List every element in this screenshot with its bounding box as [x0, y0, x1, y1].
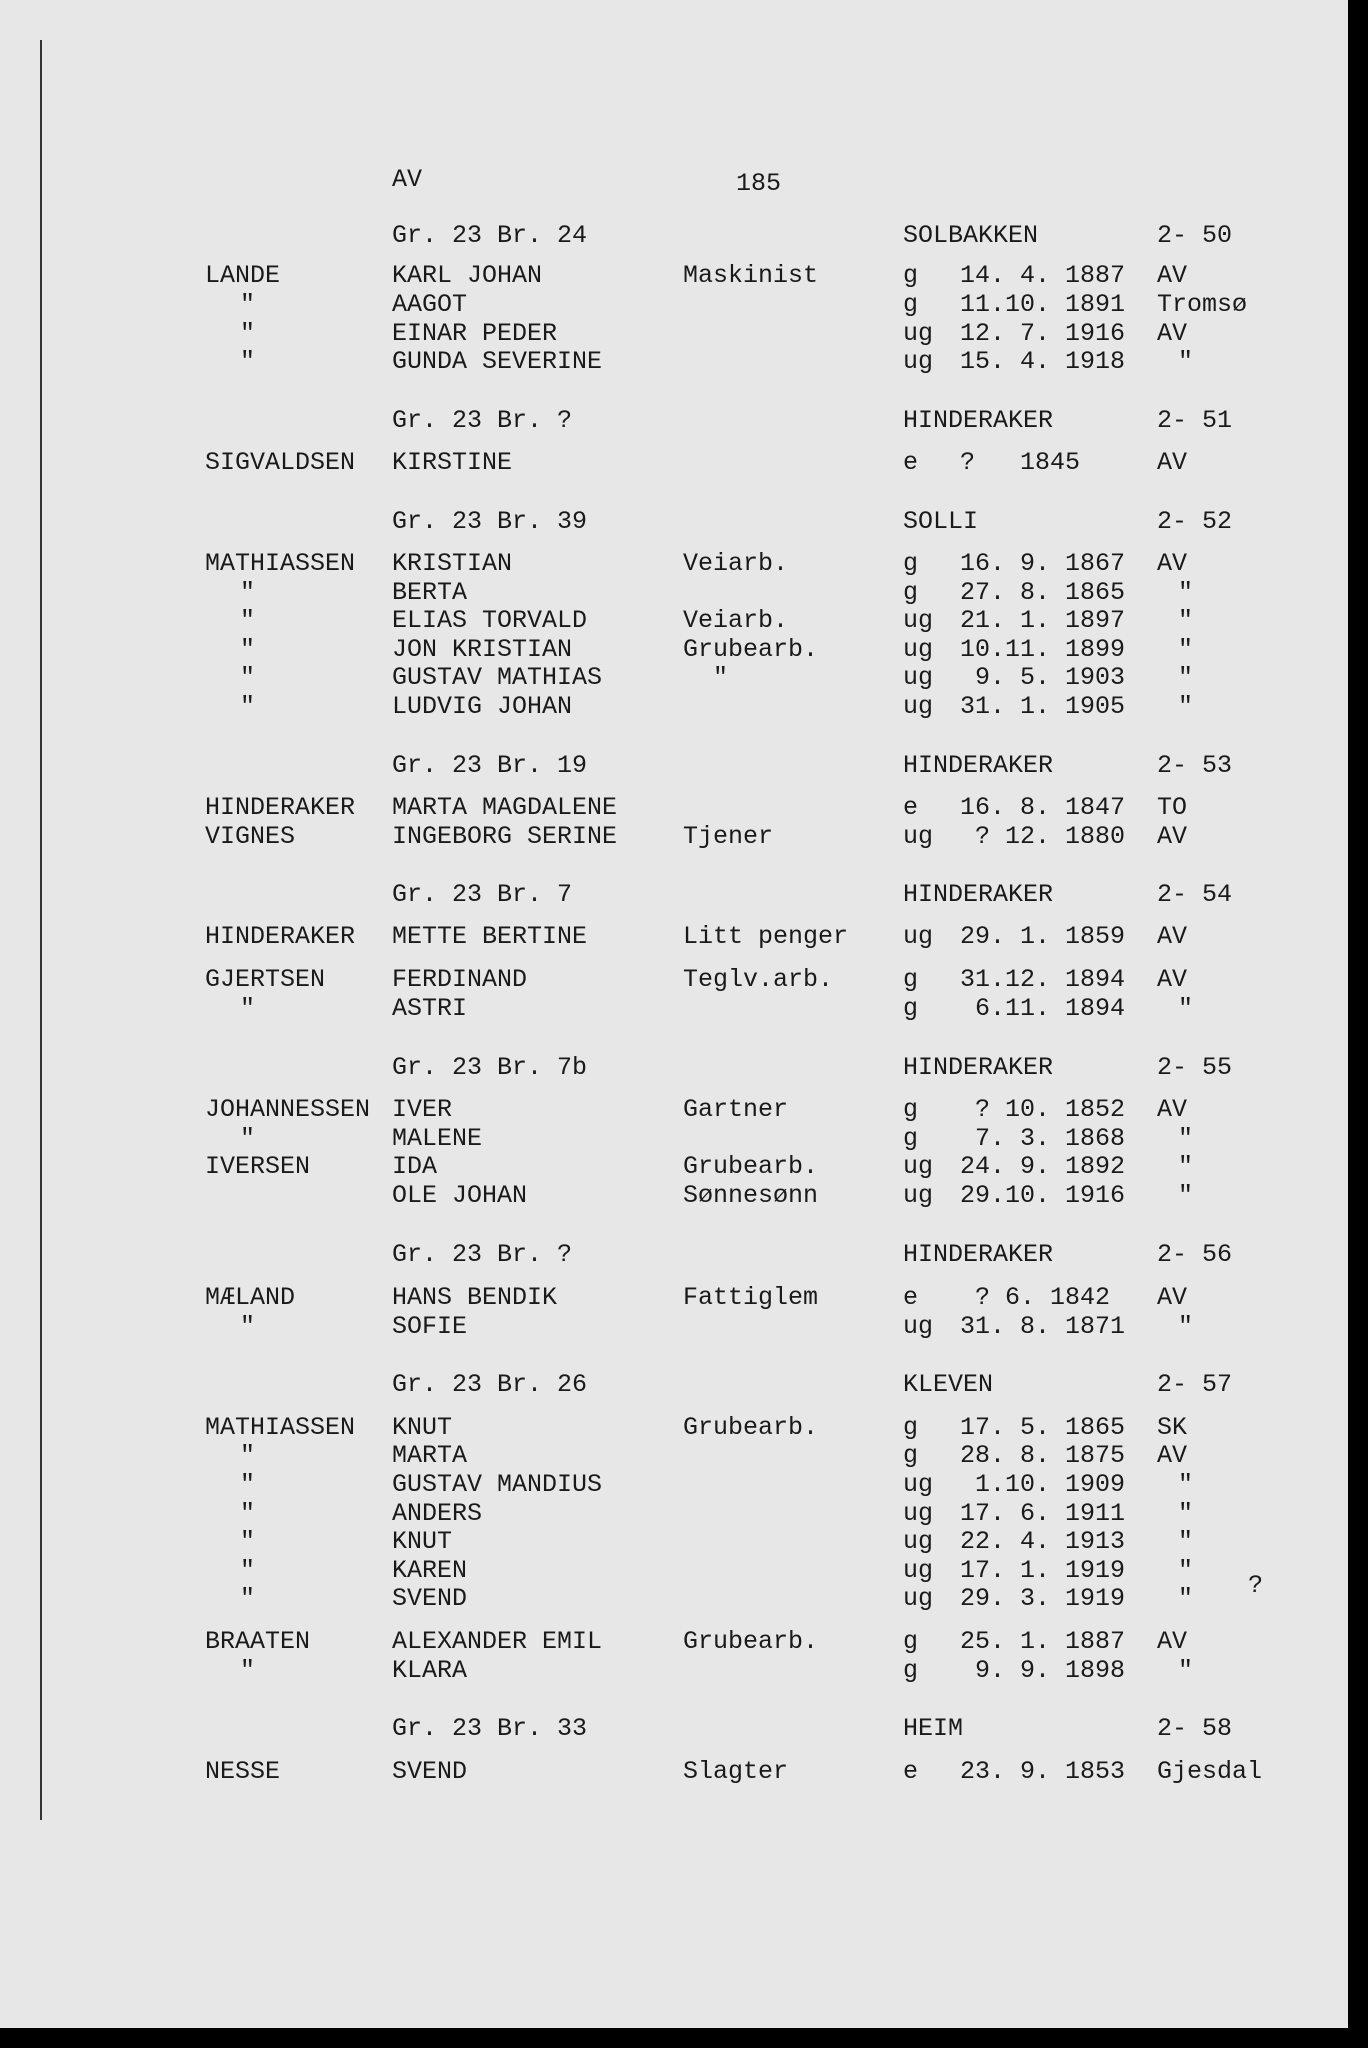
given-name-cell: EINAR PEDER [392, 319, 558, 348]
birth-date-cell: 16. 9. 1867 [960, 549, 1126, 578]
marital-status-cell: g [903, 1124, 919, 1153]
given-name-cell: ALEXANDER EMIL [392, 1627, 603, 1656]
birthplace-cell: " [1178, 1499, 1194, 1528]
entry-code: 2- 52 [1157, 507, 1233, 536]
marital-status-cell: e [903, 1283, 919, 1312]
birth-date-cell: ? 1845 [960, 448, 1081, 477]
birthplace-cell: AV [1157, 448, 1188, 477]
marital-status-cell: ug [903, 1556, 934, 1585]
given-name-cell: INGEBORG SERINE [392, 822, 618, 851]
birthplace-cell: AV [1157, 319, 1188, 348]
occupation-cell: Maskinist [683, 261, 819, 290]
birthplace-cell: " [1178, 1152, 1194, 1181]
surname-cell: " [240, 1499, 256, 1528]
given-name-cell: KAREN [392, 1556, 468, 1585]
farm-name: HINDERAKER [903, 406, 1054, 435]
surname-cell: " [240, 994, 256, 1023]
surname-cell: VIGNES [205, 822, 296, 851]
entry-code: 2- 57 [1157, 1370, 1233, 1399]
grave-reference: Gr. 23 Br. 26 [392, 1370, 588, 1399]
birth-date-cell: ? 6. 1842 [960, 1283, 1111, 1312]
birth-date-cell: 31. 1. 1905 [960, 692, 1126, 721]
birth-date-cell: 15. 4. 1918 [960, 347, 1126, 376]
birthplace-cell: AV [1157, 965, 1188, 994]
marital-status-cell: ug [903, 1312, 934, 1341]
given-name-cell: GUSTAV MATHIAS [392, 663, 603, 692]
given-name-cell: LUDVIG JOHAN [392, 692, 573, 721]
birth-date-cell: 23. 9. 1853 [960, 1757, 1126, 1786]
surname-cell: " [240, 1656, 256, 1685]
surname-cell: NESSE [205, 1757, 281, 1786]
birthplace-cell: " [1178, 1527, 1194, 1556]
grave-reference: Gr. 23 Br. ? [392, 406, 573, 435]
farm-name: HEIM [903, 1714, 964, 1743]
occupation-cell: Litt penger [683, 922, 849, 951]
grave-reference: Gr. 23 Br. 7b [392, 1053, 588, 1082]
entry-code: 2- 55 [1157, 1053, 1233, 1082]
surname-cell: IVERSEN [205, 1152, 311, 1181]
farm-name: HINDERAKER [903, 1053, 1054, 1082]
marital-status-cell: ug [903, 1470, 934, 1499]
birthplace-cell: " [1178, 692, 1194, 721]
entry-code: 2- 56 [1157, 1240, 1233, 1269]
birthplace-cell: TO [1157, 793, 1188, 822]
surname-cell: " [240, 1124, 256, 1153]
birth-date-cell: ? 10. 1852 [960, 1095, 1126, 1124]
farm-name: HINDERAKER [903, 751, 1054, 780]
given-name-cell: IVER [392, 1095, 453, 1124]
marital-status-cell: ug [903, 1499, 934, 1528]
occupation-cell: Grubearb. [683, 635, 819, 664]
birth-date-cell: 29.10. 1916 [960, 1181, 1126, 1210]
surname-cell: " [240, 319, 256, 348]
surname-cell: " [240, 635, 256, 664]
given-name-cell: GUSTAV MANDIUS [392, 1470, 603, 1499]
given-name-cell: ANDERS [392, 1499, 483, 1528]
given-name-cell: ELIAS TORVALD [392, 606, 588, 635]
birthplace-cell: " [1178, 994, 1194, 1023]
grave-reference: Gr. 23 Br. 33 [392, 1714, 588, 1743]
birth-date-cell: 29. 1. 1859 [960, 922, 1126, 951]
occupation-cell: " [683, 663, 729, 692]
surname-cell: SIGVALDSEN [205, 448, 356, 477]
birthplace-cell: " [1178, 1656, 1194, 1685]
marital-status-cell: g [903, 1095, 919, 1124]
occupation-cell: Gartner [683, 1095, 789, 1124]
birthplace-cell: AV [1157, 549, 1188, 578]
occupation-cell: Grubearb. [683, 1413, 819, 1442]
marital-status-cell: ug [903, 1584, 934, 1613]
birth-date-cell: 17. 5. 1865 [960, 1413, 1126, 1442]
birth-date-cell: 21. 1. 1897 [960, 606, 1126, 635]
surname-cell: " [240, 1441, 256, 1470]
birthplace-cell: AV [1157, 1283, 1188, 1312]
margin-rule [40, 40, 42, 1820]
occupation-cell: Sønnesønn [683, 1181, 819, 1210]
birthplace-cell: " [1178, 1470, 1194, 1499]
occupation-cell: Teglv.arb. [683, 965, 834, 994]
grave-reference: Gr. 23 Br. 39 [392, 507, 588, 536]
birth-date-cell: 10.11. 1899 [960, 635, 1126, 664]
birth-date-cell: 31. 8. 1871 [960, 1312, 1126, 1341]
occupation-cell: Slagter [683, 1757, 789, 1786]
given-name-cell: SOFIE [392, 1312, 468, 1341]
given-name-cell: ASTRI [392, 994, 468, 1023]
given-name-cell: BERTA [392, 578, 468, 607]
marital-status-cell: g [903, 1413, 919, 1442]
given-name-cell: AAGOT [392, 290, 468, 319]
birth-date-cell: 14. 4. 1887 [960, 261, 1126, 290]
marital-status-cell: g [903, 261, 919, 290]
grave-reference: Gr. 23 Br. 19 [392, 751, 588, 780]
birthplace-cell: " [1178, 635, 1194, 664]
birthplace-cell: " [1178, 578, 1194, 607]
given-name-cell: KNUT [392, 1413, 453, 1442]
birth-date-cell: 17. 6. 1911 [960, 1499, 1126, 1528]
surname-cell: " [240, 1584, 256, 1613]
surname-cell: " [240, 692, 256, 721]
farm-name: KLEVEN [903, 1370, 994, 1399]
birth-date-cell: 7. 3. 1868 [960, 1124, 1126, 1153]
given-name-cell: KLARA [392, 1656, 468, 1685]
given-name-cell: OLE JOHAN [392, 1181, 528, 1210]
birthplace-cell: AV [1157, 1095, 1188, 1124]
entry-code: 2- 50 [1157, 221, 1233, 250]
marital-status-cell: g [903, 549, 919, 578]
marital-status-cell: e [903, 1757, 919, 1786]
surname-cell: " [240, 1527, 256, 1556]
entry-code: 2- 54 [1157, 880, 1233, 909]
surname-cell: " [240, 347, 256, 376]
farm-name: HINDERAKER [903, 880, 1054, 909]
surname-cell: BRAATEN [205, 1627, 311, 1656]
entry-code: 2- 58 [1157, 1714, 1233, 1743]
marital-status-cell: ug [903, 663, 934, 692]
birth-date-cell: 16. 8. 1847 [960, 793, 1126, 822]
birth-date-cell: 11.10. 1891 [960, 290, 1126, 319]
birth-date-cell: 27. 8. 1865 [960, 578, 1126, 607]
birth-date-cell: 1.10. 1909 [960, 1470, 1126, 1499]
marital-status-cell: ug [903, 822, 934, 851]
birth-date-cell: 22. 4. 1913 [960, 1527, 1126, 1556]
marital-status-cell: g [903, 965, 919, 994]
given-name-cell: GUNDA SEVERINE [392, 347, 603, 376]
corner-label: AV [392, 165, 423, 194]
farm-name: SOLBAKKEN [903, 221, 1039, 250]
birthplace-cell: " [1178, 1556, 1194, 1585]
grave-reference: Gr. 23 Br. 24 [392, 221, 588, 250]
given-name-cell: JON KRISTIAN [392, 635, 573, 664]
given-name-cell: SVEND [392, 1757, 468, 1786]
birthplace-cell: AV [1157, 1441, 1188, 1470]
farm-name: SOLLI [903, 507, 979, 536]
marital-status-cell: ug [903, 319, 934, 348]
marital-status-cell: ug [903, 1527, 934, 1556]
marital-status-cell: ug [903, 635, 934, 664]
grave-reference: Gr. 23 Br. 7 [392, 880, 573, 909]
marital-status-cell: ug [903, 347, 934, 376]
given-name-cell: IDA [392, 1152, 438, 1181]
surname-cell: " [240, 290, 256, 319]
occupation-cell: Veiarb. [683, 606, 789, 635]
surname-cell: HINDERAKER [205, 793, 356, 822]
given-name-cell: MARTA MAGDALENE [392, 793, 618, 822]
marital-status-cell: ug [903, 606, 934, 635]
given-name-cell: SVEND [392, 1584, 468, 1613]
surname-cell: " [240, 606, 256, 635]
birth-date-cell: 31.12. 1894 [960, 965, 1126, 994]
margin-note: ? [1248, 1571, 1264, 1600]
surname-cell: GJERTSEN [205, 965, 326, 994]
marital-status-cell: ug [903, 692, 934, 721]
given-name-cell: KRISTIAN [392, 549, 513, 578]
birthplace-cell: " [1178, 1312, 1194, 1341]
given-name-cell: METTE BERTINE [392, 922, 588, 951]
surname-cell: JOHANNESSEN [205, 1095, 371, 1124]
marital-status-cell: g [903, 1656, 919, 1685]
marital-status-cell: e [903, 793, 919, 822]
birth-date-cell: ? 12. 1880 [960, 822, 1126, 851]
surname-cell: " [240, 1470, 256, 1499]
birthplace-cell: AV [1157, 822, 1188, 851]
surname-cell: MÆLAND [205, 1283, 296, 1312]
birthplace-cell: " [1178, 347, 1194, 376]
birth-date-cell: 17. 1. 1919 [960, 1556, 1126, 1585]
given-name-cell: FERDINAND [392, 965, 528, 994]
given-name-cell: KARL JOHAN [392, 261, 543, 290]
birth-date-cell: 6.11. 1894 [960, 994, 1126, 1023]
surname-cell: " [240, 1312, 256, 1341]
grave-reference: Gr. 23 Br. ? [392, 1240, 573, 1269]
birthplace-cell: " [1178, 606, 1194, 635]
given-name-cell: MARTA [392, 1441, 468, 1470]
marital-status-cell: g [903, 290, 919, 319]
birth-date-cell: 25. 1. 1887 [960, 1627, 1126, 1656]
occupation-cell: Grubearb. [683, 1627, 819, 1656]
surname-cell: " [240, 663, 256, 692]
occupation-cell: Tjener [683, 822, 774, 851]
birthplace-cell: " [1178, 1181, 1194, 1210]
birth-date-cell: 24. 9. 1892 [960, 1152, 1126, 1181]
birthplace-cell: " [1178, 663, 1194, 692]
surname-cell: MATHIASSEN [205, 549, 356, 578]
birthplace-cell: " [1178, 1124, 1194, 1153]
marital-status-cell: g [903, 578, 919, 607]
given-name-cell: MALENE [392, 1124, 483, 1153]
given-name-cell: HANS BENDIK [392, 1283, 558, 1312]
surname-cell: LANDE [205, 261, 281, 290]
birthplace-cell: AV [1157, 261, 1188, 290]
occupation-cell: Veiarb. [683, 549, 789, 578]
given-name-cell: KNUT [392, 1527, 453, 1556]
marital-status-cell: g [903, 994, 919, 1023]
surname-cell: HINDERAKER [205, 922, 356, 951]
marital-status-cell: ug [903, 1181, 934, 1210]
given-name-cell: KIRSTINE [392, 448, 513, 477]
marital-status-cell: ug [903, 1152, 934, 1181]
farm-name: HINDERAKER [903, 1240, 1054, 1269]
birth-date-cell: 29. 3. 1919 [960, 1584, 1126, 1613]
birth-date-cell: 9. 5. 1903 [960, 663, 1126, 692]
marital-status-cell: g [903, 1441, 919, 1470]
surname-cell: MATHIASSEN [205, 1413, 356, 1442]
marital-status-cell: ug [903, 922, 934, 951]
birthplace-cell: " [1178, 1584, 1194, 1613]
surname-cell: " [240, 1556, 256, 1585]
birthplace-cell: SK [1157, 1413, 1188, 1442]
birthplace-cell: Tromsø [1157, 290, 1248, 319]
birthplace-cell: AV [1157, 922, 1188, 951]
occupation-cell: Fattiglem [683, 1283, 819, 1312]
birth-date-cell: 12. 7. 1916 [960, 319, 1126, 348]
entry-code: 2- 51 [1157, 406, 1233, 435]
birth-date-cell: 9. 9. 1898 [960, 1656, 1126, 1685]
birthplace-cell: Gjesdal [1157, 1757, 1263, 1786]
entry-code: 2- 53 [1157, 751, 1233, 780]
surname-cell: " [240, 578, 256, 607]
marital-status-cell: g [903, 1627, 919, 1656]
birthplace-cell: AV [1157, 1627, 1188, 1656]
occupation-cell: Grubearb. [683, 1152, 819, 1181]
birth-date-cell: 28. 8. 1875 [960, 1441, 1126, 1470]
page-number: 185 [736, 169, 782, 198]
marital-status-cell: e [903, 448, 919, 477]
